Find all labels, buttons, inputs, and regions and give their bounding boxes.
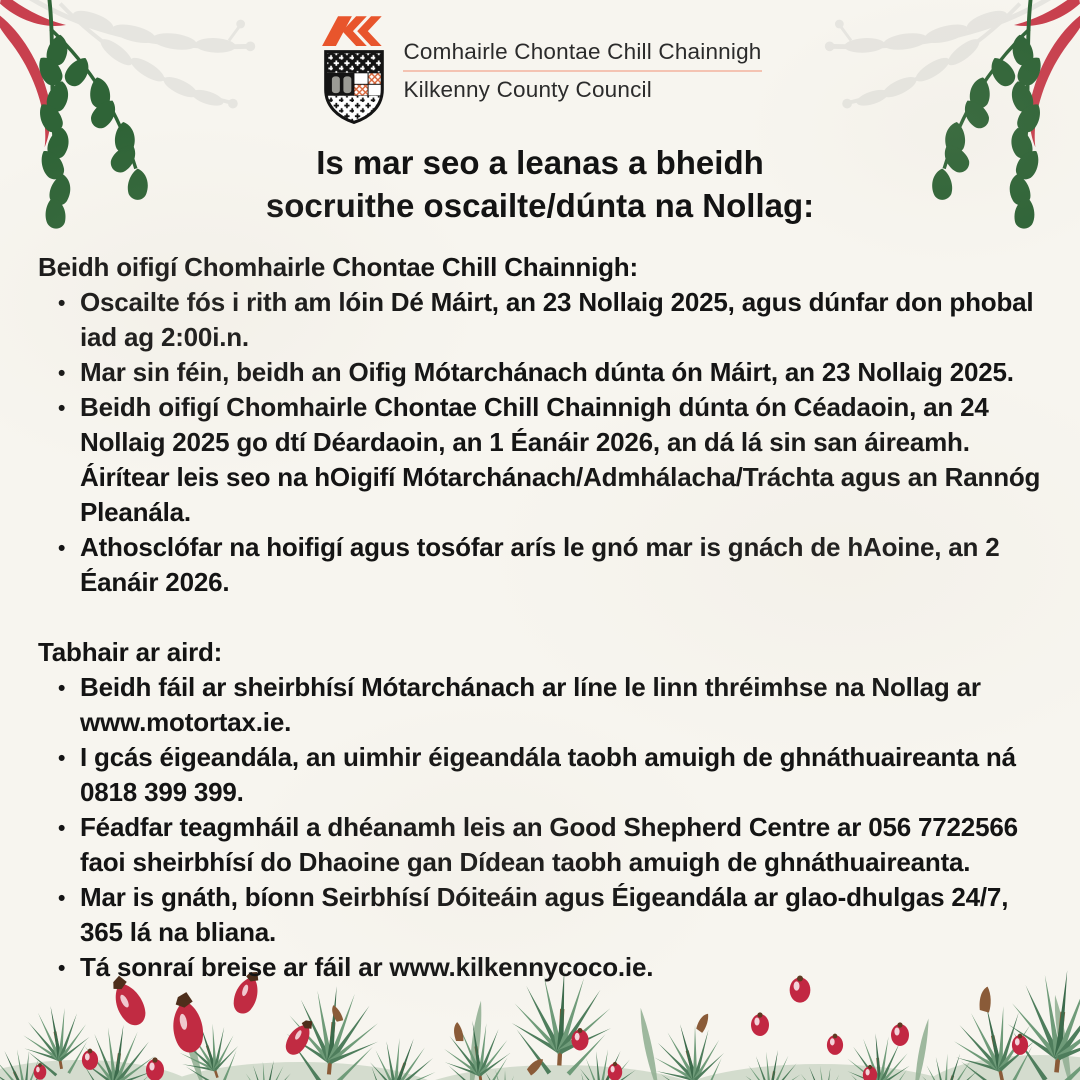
bullet-list bbox=[38, 285, 1042, 600]
council-crest-icon bbox=[322, 49, 386, 125]
announcement-body bbox=[38, 250, 1042, 985]
list-item: • Athosclófar na hoifigí agus tosófar arís le gnó mar is gnách de hAoine, an 2 Éanáir 2026. bbox=[56, 530, 1042, 600]
list-item: • Oscailte fós i rith am lóin Dé Máirt, an 23 Nollaig 2025, agus dúnfar don phobal iad ag 2:00i.n. bbox=[56, 285, 1042, 355]
council-name-english: Kilkenny County Council bbox=[403, 77, 652, 102]
page-title bbox=[0, 141, 1080, 227]
list-item: • Beidh fáil ar sheirbhísí Mótarchánach ar líne le linn thréimhse na Nollag ar www.motortax.ie. bbox=[56, 670, 1042, 740]
council-logo-text bbox=[403, 35, 761, 103]
list-item: • Beidh oifigí Chomhairle Chontae Chill Chainnigh dúnta ón Céadaoin, an 24 Nollaig 2025 go dtí Déardaoin, an 1 Éanáir 2026, an dá lá sin san áireamh. Áirítear leis seo na hOigifí Mótarchánach/Admhálacha/Tráchta agus an Rannóg Pleanála. bbox=[56, 390, 1042, 530]
list-item: • Féadfar teagmháil a dhéanamh leis an Good Shepherd Centre ar 056 7722566 faoi sheirbhísí do Dhaoine gan Dídean taobh amuigh de ghnáthuaireanta. bbox=[56, 810, 1042, 880]
bullet-list bbox=[38, 670, 1042, 985]
page-title-line2: socruithe oscailte/dúnta na Nollag: bbox=[265, 187, 815, 224]
list-item: • I gcás éigeandála, an uimhir éigeandála taobh amuigh de ghnáthuaireanta ná 0818 399 399. bbox=[56, 740, 1042, 810]
council-k-mark-icon bbox=[321, 13, 387, 46]
section-notes bbox=[38, 635, 1042, 985]
section-heading: Tabhair ar aird: bbox=[38, 637, 223, 667]
page-title-line1: Is mar seo a leanas a bheidh bbox=[316, 144, 764, 181]
list-item: • Mar sin féin, beidh an Oifig Mótarchánach dúnta ón Máirt, an 23 Nollaig 2025. bbox=[56, 355, 1042, 390]
council-logo-marks bbox=[318, 13, 390, 125]
council-logo bbox=[318, 13, 761, 125]
council-name-irish: Comhairle Chontae Chill Chainnigh bbox=[403, 39, 761, 72]
header bbox=[0, 0, 1080, 125]
section-heading: Beidh oifigí Chomhairle Chontae Chill Chainnigh: bbox=[38, 252, 638, 282]
list-item: • Mar is gnáth, bíonn Seirbhísí Dóiteáin agus Éigeandála ar glao-dhulgas 24/7, 365 lá na bliana. bbox=[56, 880, 1042, 950]
list-item: • Tá sonraí breise ar fáil ar www.kilkennycoco.ie. bbox=[56, 950, 1042, 985]
section-office-hours bbox=[38, 250, 1042, 600]
